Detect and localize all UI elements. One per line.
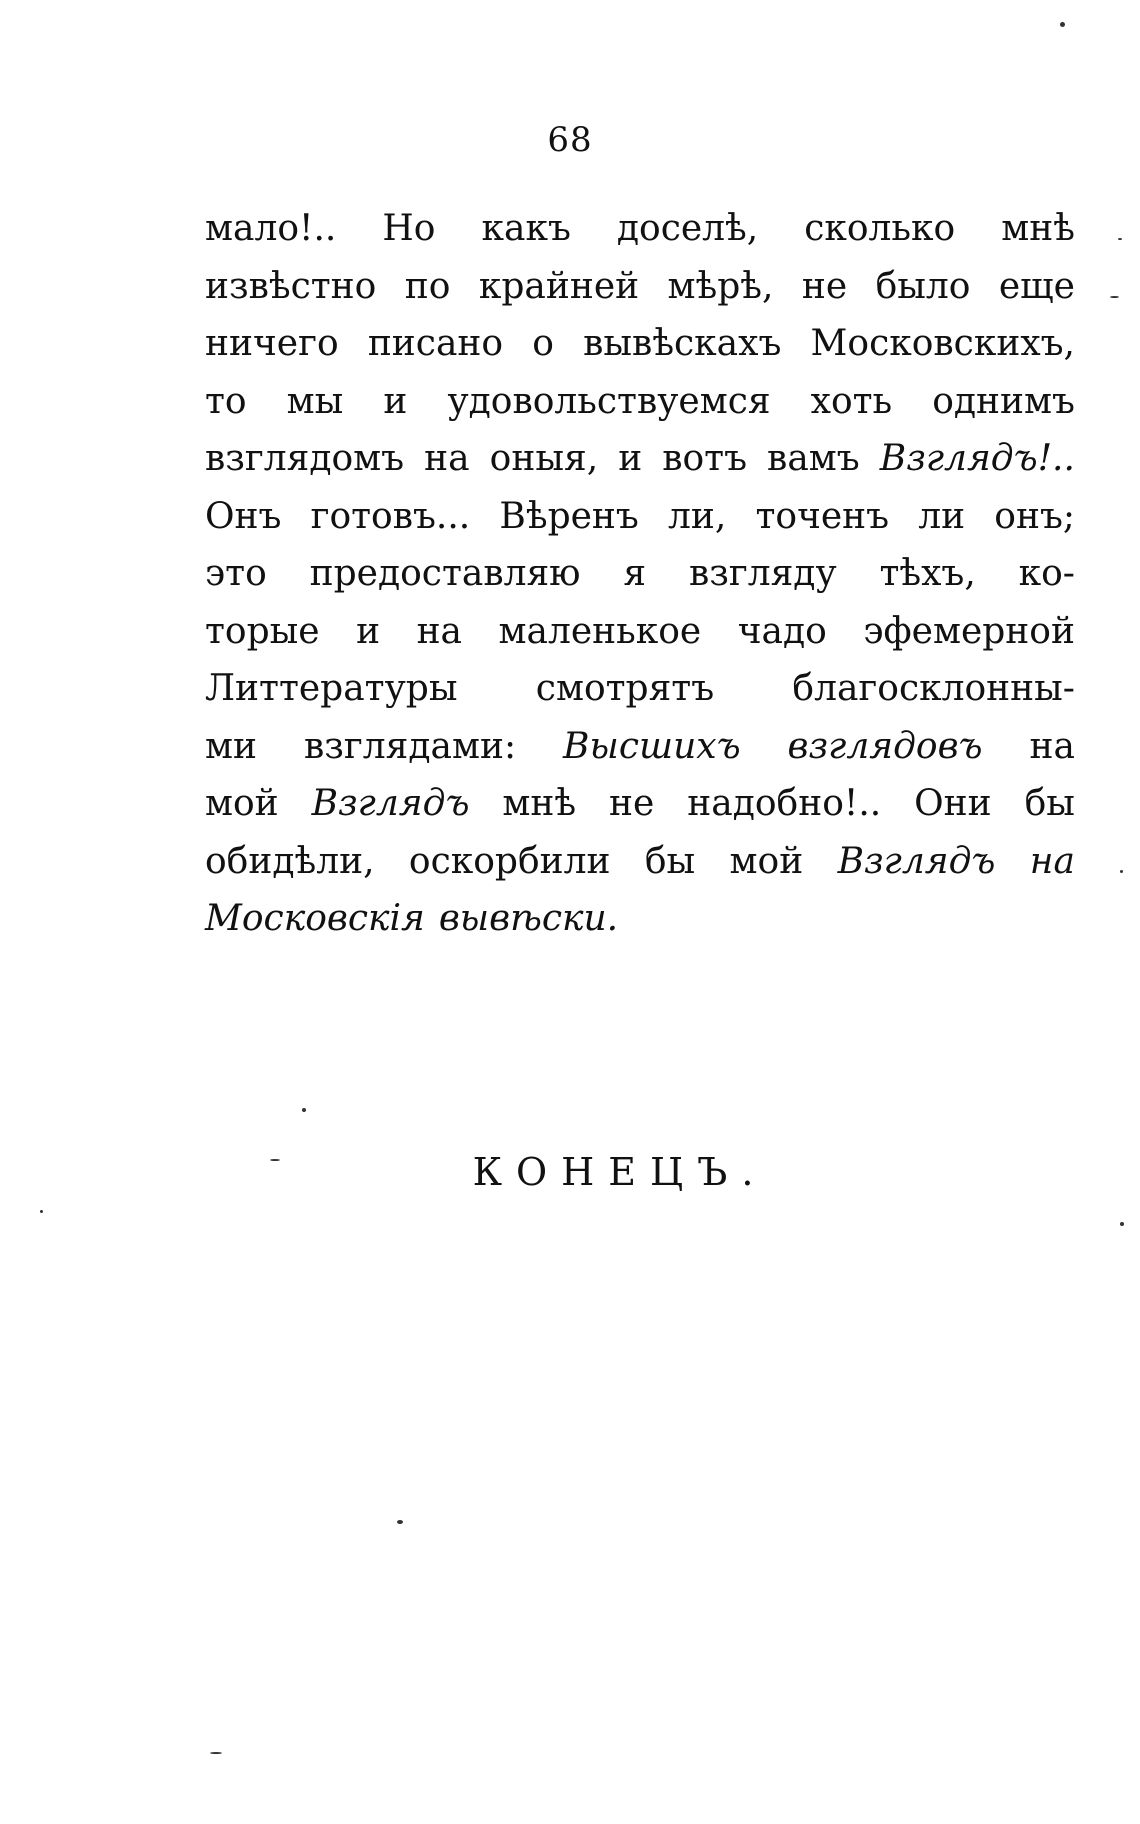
italic-word: вывѣски. xyxy=(438,898,619,939)
word: оскорбили xyxy=(408,840,611,882)
speck xyxy=(1120,870,1123,873)
word: удовольствуемся xyxy=(447,380,771,422)
word: было xyxy=(875,265,971,307)
text-line xyxy=(205,266,1075,324)
text-line xyxy=(205,898,1075,956)
word: сколько xyxy=(804,208,956,249)
italic-word: Взглядъ xyxy=(311,783,470,824)
word: предоставляю xyxy=(309,553,581,594)
speck xyxy=(1118,238,1122,240)
word: мало!.. xyxy=(205,208,337,249)
word: Но xyxy=(382,208,436,249)
word: тѣхъ, xyxy=(879,553,976,594)
text-line xyxy=(205,668,1075,726)
word: взглядомъ xyxy=(205,438,405,479)
body-text xyxy=(205,208,1075,956)
word: оныя, xyxy=(489,438,599,479)
word: Литтературы xyxy=(205,668,458,709)
word: ли xyxy=(918,495,966,537)
speck xyxy=(1110,296,1119,298)
word: ли, xyxy=(668,495,727,537)
word: это xyxy=(205,553,267,594)
word: хоть xyxy=(810,380,893,422)
word: доселѣ, xyxy=(616,208,759,249)
word: на xyxy=(424,438,470,479)
word: взглядами: xyxy=(303,725,517,767)
italic-word: Взглядъ!.. xyxy=(879,438,1075,479)
word: взгляду xyxy=(688,553,837,594)
word: вывѣскахъ xyxy=(583,323,782,364)
word: крайней xyxy=(478,265,640,307)
text-line xyxy=(205,726,1075,784)
word: на xyxy=(416,610,463,652)
word: ми xyxy=(205,725,257,767)
word: по xyxy=(404,265,451,307)
text-line xyxy=(205,208,1075,266)
italic-word: Московскія xyxy=(205,898,425,939)
word: извѣстно xyxy=(205,265,377,307)
word: и xyxy=(356,610,381,652)
word: мы xyxy=(286,380,344,422)
italic-word: Высшихъ xyxy=(563,725,741,767)
word: то xyxy=(205,380,247,422)
word: на xyxy=(1029,725,1075,767)
word: маленькое xyxy=(498,610,702,652)
word: и xyxy=(618,438,643,479)
word: вамъ xyxy=(767,438,860,479)
word: Вѣренъ xyxy=(499,495,639,537)
word: не xyxy=(801,265,848,307)
word: онъ; xyxy=(994,495,1075,537)
speck xyxy=(1060,22,1065,27)
word: ко- xyxy=(1018,553,1075,594)
word: мѣрѣ, xyxy=(667,265,774,307)
word: бы xyxy=(644,840,696,882)
word: точенъ xyxy=(755,495,890,537)
italic-word: Взглядъ xyxy=(837,840,996,882)
word: еще xyxy=(998,265,1075,307)
text-line xyxy=(205,438,1075,496)
word: не xyxy=(609,783,655,824)
speck xyxy=(302,1108,306,1112)
speck xyxy=(40,1210,43,1213)
italic-word: на xyxy=(1029,840,1075,882)
word: Они xyxy=(914,783,992,824)
word: Онъ xyxy=(205,495,282,537)
text-line xyxy=(205,496,1075,554)
text-line xyxy=(205,553,1075,611)
word: и xyxy=(383,380,408,422)
text-line xyxy=(205,323,1075,381)
word: мой xyxy=(205,783,279,824)
text-line xyxy=(205,611,1075,669)
speck xyxy=(1120,1222,1124,1226)
word: какъ xyxy=(481,208,571,249)
word: писано xyxy=(367,323,504,364)
word: надобно!.. xyxy=(687,783,882,824)
word: благосклонны- xyxy=(792,668,1075,709)
page-number: 68 xyxy=(547,120,593,160)
word: чадо xyxy=(737,610,827,652)
word: мой xyxy=(729,840,804,882)
text-line xyxy=(205,841,1075,899)
word: ничего xyxy=(205,323,339,364)
speck xyxy=(397,1520,403,1524)
speck xyxy=(270,1159,280,1161)
italic-word: взглядовъ xyxy=(787,725,983,767)
word: торые xyxy=(205,610,320,652)
word: смотрятъ xyxy=(535,668,715,709)
word: мнѣ xyxy=(1001,208,1075,249)
speck xyxy=(210,1752,222,1754)
word: однимъ xyxy=(932,380,1075,422)
word: я xyxy=(623,553,647,594)
word: мнѣ xyxy=(502,783,577,824)
word: эфемерной xyxy=(863,610,1075,652)
word: обидѣли, xyxy=(205,840,375,882)
finis-heading: КОНЕЦЪ. xyxy=(472,1150,768,1194)
word: вотъ xyxy=(662,438,747,479)
word: готовъ... xyxy=(310,495,471,537)
word: Московскихъ, xyxy=(810,323,1075,364)
text-line xyxy=(205,381,1075,439)
text-line xyxy=(205,783,1075,841)
word: бы xyxy=(1024,783,1075,824)
word: о xyxy=(532,323,554,364)
